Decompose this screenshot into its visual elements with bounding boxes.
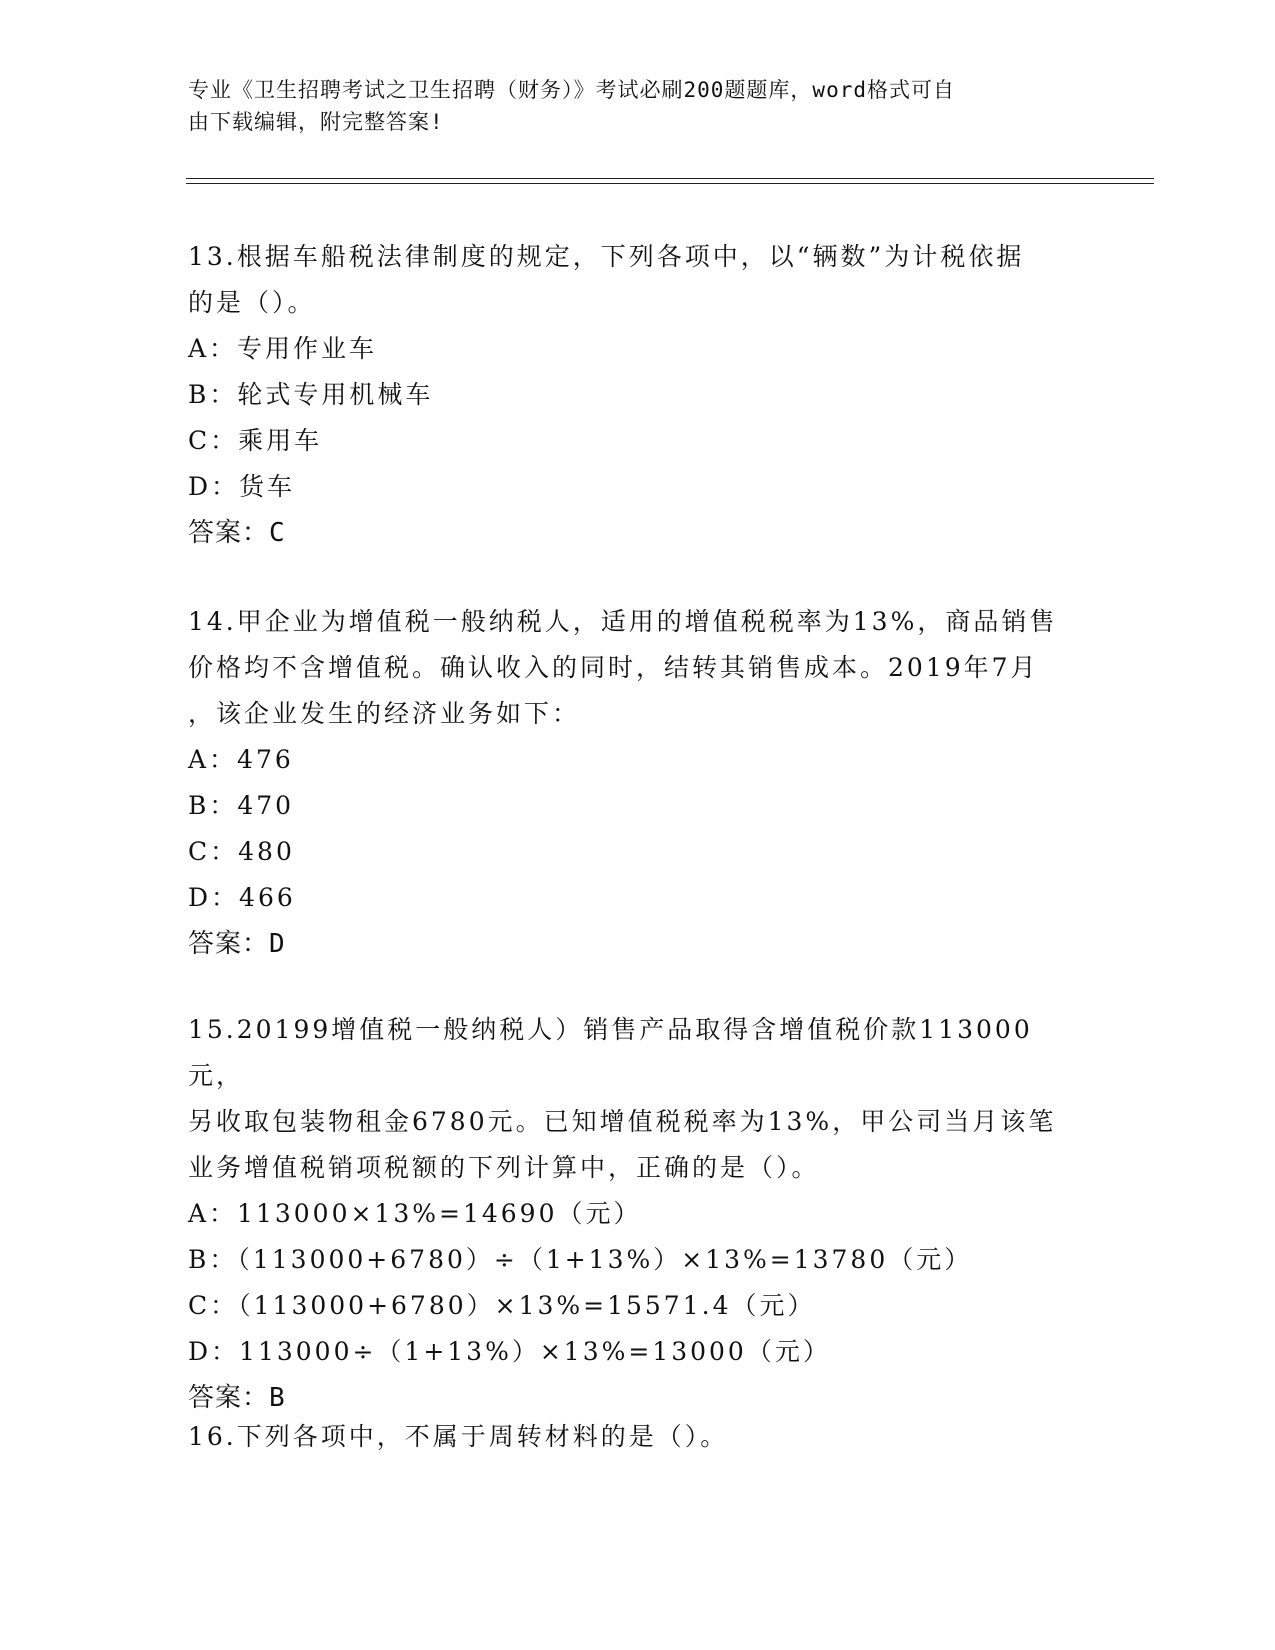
option-a: A：476	[188, 745, 294, 774]
question-stem-line: 16.下列各项中，不属于周转材料的是（）。	[188, 1422, 729, 1451]
option-b: B：轮式专用机械车	[188, 380, 434, 409]
question-16	[188, 1414, 1078, 1460]
document-header	[188, 74, 1068, 138]
option-c: C：（113000+6780）×13%=15571.4（元）	[188, 1291, 816, 1320]
question-stem-line: 另收取包装物租金6780元。已知增值税税率为13%，甲公司当月该笔	[188, 1107, 1057, 1136]
option-c: C：480	[188, 837, 295, 866]
answer-line: 答案：C	[188, 518, 286, 548]
question-stem-line: 15.20199增值税一般纳税人）销售产品取得含增值税价款113000元，	[188, 1015, 1033, 1090]
option-d: D：货车	[188, 472, 296, 501]
question-stem-line: 价格均不含增值税。确认收入的同时，结转其销售成本。2019年7月	[188, 653, 1039, 682]
question-stem-line: 的是（）。	[188, 288, 316, 317]
answer-line: 答案：D	[188, 929, 286, 959]
header-line-2: 由下载编辑，附完整答案!	[188, 110, 444, 134]
question-stem-line: ，该企业发生的经济业务如下：	[188, 699, 581, 728]
question-14	[188, 599, 1078, 967]
header-line-1: 专业《卫生招聘考试之卫生招聘（财务）》考试必刷200题题库，word格式可自	[188, 78, 955, 102]
option-a: A：113000×13%=14690（元）	[188, 1199, 642, 1228]
option-d: D：466	[188, 883, 296, 912]
question-15	[188, 1007, 1078, 1421]
header-divider-bottom	[186, 183, 1154, 184]
option-c: C：乘用车	[188, 426, 323, 455]
question-stem-line: 业务增值税销项税额的下列计算中，正确的是（）。	[188, 1153, 820, 1182]
option-d: D：113000÷（1+13%）×13%=13000（元）	[188, 1337, 831, 1366]
option-b: B：（113000+6780）÷（1+13%）×13%=13780（元）	[188, 1245, 973, 1274]
question-stem-line: 14.甲企业为增值税一般纳税人，适用的增值税税率为13%，商品销售	[188, 607, 1058, 636]
option-b: B：470	[188, 791, 295, 820]
question-stem-line: 13.根据车船税法律制度的规定，下列各项中，以“辆数”为计税依据	[188, 242, 1025, 271]
option-a: A：专用作业车	[188, 334, 378, 363]
header-divider-top	[186, 178, 1154, 179]
answer-line: 答案：B	[188, 1383, 286, 1413]
question-13	[188, 234, 1078, 556]
